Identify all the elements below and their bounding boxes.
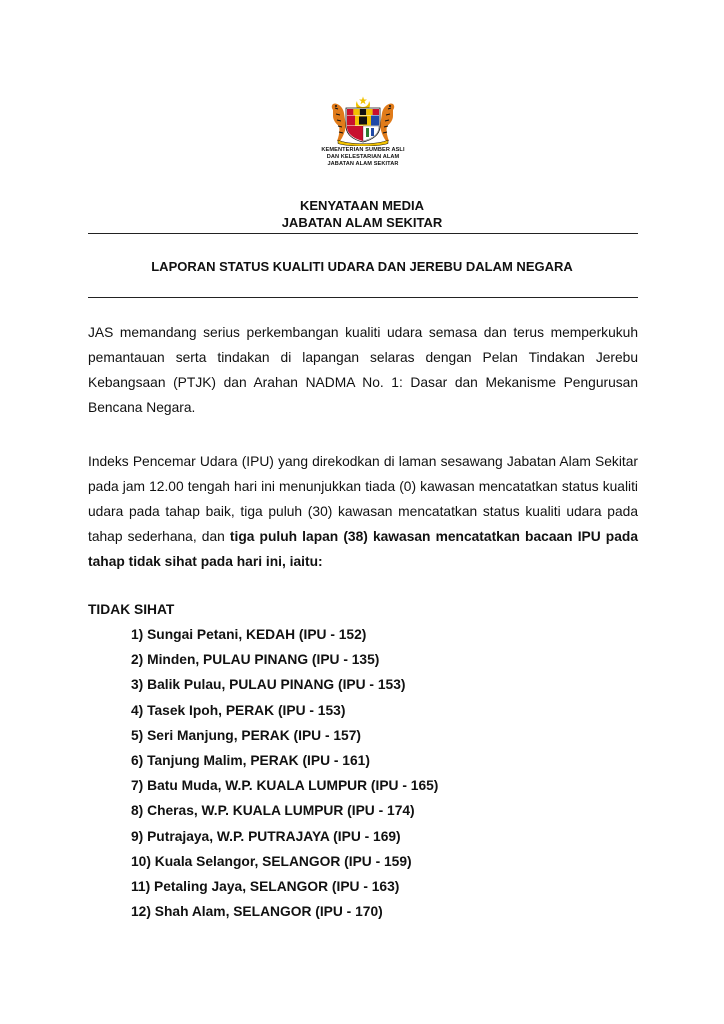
unhealthy-areas-list <box>131 625 438 927</box>
ministry-line-3: JABATAN ALAM SEKITAR <box>327 161 399 168</box>
ministry-line-2: DAN KELESTARIAN ALAM <box>326 154 400 161</box>
document-title: KENYATAAN MEDIA <box>300 198 424 213</box>
subject-heading: LAPORAN STATUS KUALITI UDARA DAN JEREBU DALAM NEGARA <box>151 259 573 274</box>
paragraph-1: JAS memandang serius perkembangan kualiti udara semasa dan terus memperkukuh pemantauan serta tindakan di lapangan selaras dengan Pelan Tindakan Jerebu Kebangsaan (PTJK) dan Arahan NADMA No. 1: Dasar dan Mekanisme Pengurusan Bencana Negara. <box>88 325 638 415</box>
list-item: 4) Tasek Ipoh, PERAK (IPU - 153) <box>131 702 346 718</box>
list-item: 6) Tanjung Malim, PERAK (IPU - 161) <box>131 752 370 768</box>
header-divider <box>88 233 638 234</box>
list-item: 7) Batu Muda, W.P. KUALA LUMPUR (IPU - 165) <box>131 778 439 794</box>
subject-divider <box>88 297 638 298</box>
ministry-line-1: KEMENTERIAN SUMBER ASLI <box>321 147 405 153</box>
list-item: 1) Sungai Petani, KEDAH (IPU - 152) <box>131 627 367 642</box>
list-item: 10) Kuala Selangor, SELANGOR (IPU - 159) <box>131 853 412 869</box>
department-name: JABATAN ALAM SEKITAR <box>281 215 443 230</box>
list-item: 3) Balik Pulau, PULAU PINANG (IPU - 153) <box>131 677 406 693</box>
list-item: 8) Cheras, W.P. KUALA LUMPUR (IPU - 174) <box>131 803 415 819</box>
paragraph-2-bold-text: tiga puluh lapan (38) kawasan mencatatkan bacaan IPU pada tahap tidak sihat pada hari ini, iaitu: <box>88 529 638 569</box>
list-item: 5) Seri Manjung, PERAK (IPU - 157) <box>131 727 361 743</box>
paragraph-2 <box>88 449 638 574</box>
list-item: 11) Petaling Jaya, SELANGOR (IPU - 163) <box>131 878 400 894</box>
section-title-unhealthy: TIDAK SIHAT <box>88 602 175 617</box>
paragraph-2-text: Indeks Pencemar Udara (IPU) yang direkodkan di laman sesawang Jabatan Alam Sekitar pada jam 12.00 tengah hari ini menunjukkan tiada (0) kawasan mencatatkan status kualiti udara pada tahap baik, tiga puluh (30) kawasan mencatatkan status kualiti udara pada tahap sederhana, dan <box>88 454 638 544</box>
list-item: 9) Putrajaya, W.P. PUTRAJAYA (IPU - 169) <box>131 828 401 844</box>
ministry-name <box>300 147 426 169</box>
list-item: 12) Shah Alam, SELANGOR (IPU - 170) <box>131 904 383 920</box>
list-item: 2) Minden, PULAU PINANG (IPU - 135) <box>131 652 380 668</box>
coat-of-arms-logo <box>324 96 402 146</box>
